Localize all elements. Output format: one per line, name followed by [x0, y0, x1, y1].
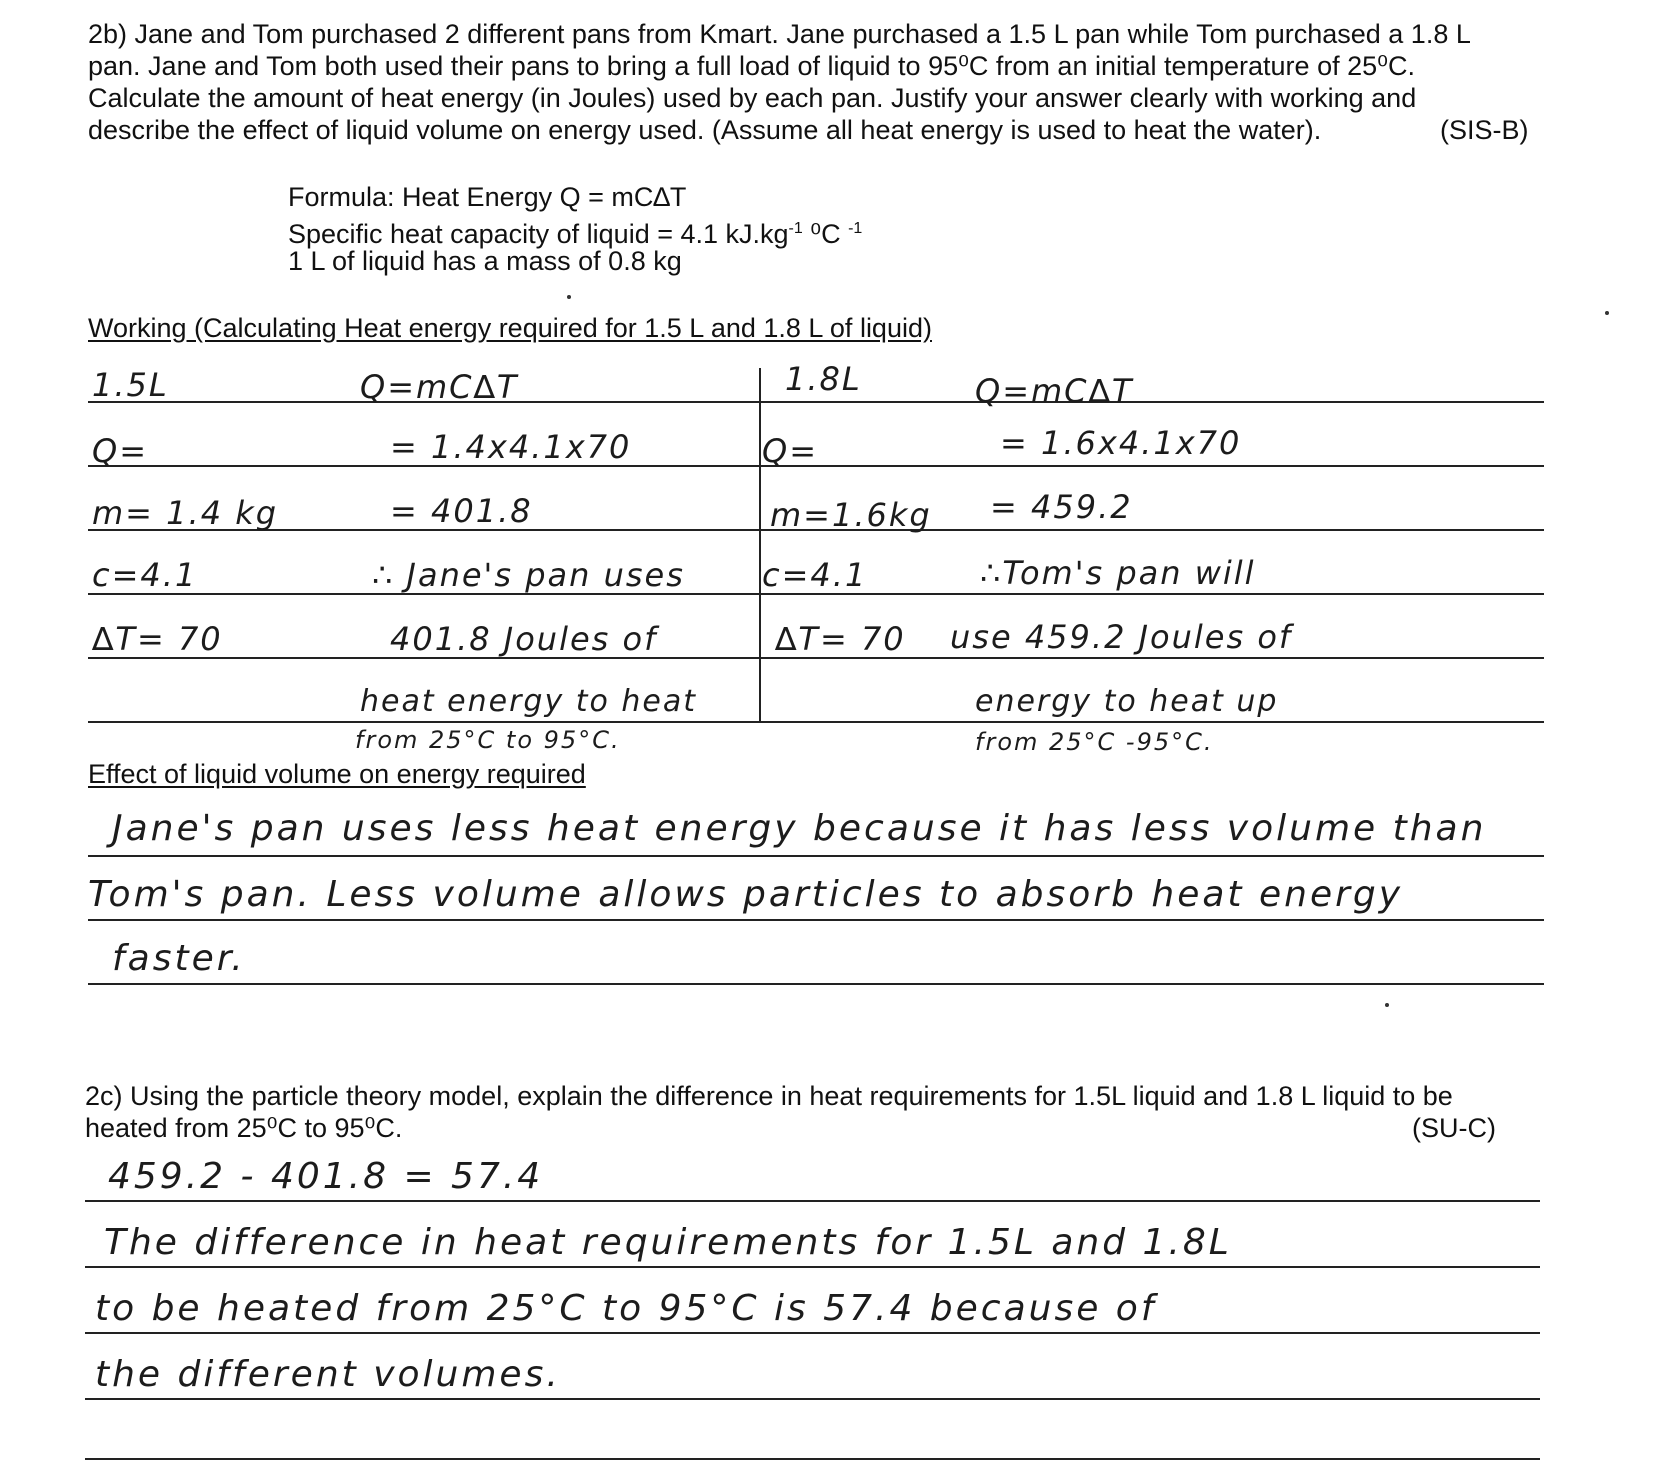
answer-rule	[88, 983, 1544, 985]
left-conclusion-2: 401.8 Joules of	[390, 620, 658, 658]
answer-rule	[85, 1266, 1540, 1268]
specific-heat-text: Specific heat capacity of liquid = 4.1 kJ.kg	[288, 219, 789, 249]
answer-rule	[88, 855, 1544, 857]
right-conclusion-2: use 459.2 Joules of	[950, 618, 1293, 656]
question-2b-line-3: Calculate the amount of heat energy (in Joules) used by each pan. Justify your answer clearly with working and	[88, 83, 1417, 113]
answer-2c-line-3: to be heated from 25°C to 95°C is 57.4 because of	[95, 1288, 1157, 1329]
question-2b-line-4: describe the effect of liquid volume on energy used. (Assume all heat energy is used to heat the water).	[88, 115, 1322, 145]
question-2c-line-1: 2c) Using the particle theory model, explain the difference in heat requirements for 1.5L liquid and 1.8 L liquid to be	[85, 1081, 1453, 1111]
left-mass: m= 1.4 kg	[92, 494, 279, 532]
left-conclusion-4: from 25°C to 95°C.	[355, 726, 621, 754]
stray-mark	[1605, 311, 1609, 315]
right-calculation: = 1.6x4.1x70	[1000, 424, 1242, 462]
right-delta-t: ∆T= 70	[775, 620, 906, 658]
question-2b-line-1: 2b) Jane and Tom purchased 2 different pans from Kmart. Jane purchased a 1.5 L pan while Tom purchased a 1.8 L	[88, 19, 1471, 49]
answer-2c-line-1: 459.2 - 401.8 = 57.4	[108, 1156, 544, 1197]
left-result: = 401.8	[390, 492, 533, 530]
answer-rule	[85, 1458, 1540, 1460]
question-2b-code: (SIS-B)	[1440, 115, 1529, 145]
answer-rule	[88, 919, 1544, 921]
answer-rule	[85, 1332, 1540, 1334]
left-specific-heat: c=4.1	[92, 556, 198, 594]
right-q: Q=	[762, 432, 818, 470]
left-formula: Q=mC∆T	[360, 368, 519, 406]
working-rule	[88, 721, 1544, 723]
effect-answer-line-1: Jane's pan uses less heat energy because it has less volume than	[112, 808, 1487, 849]
right-conclusion-1: ∴Tom's pan will	[980, 554, 1256, 592]
working-rule	[88, 401, 1544, 403]
stray-mark	[567, 295, 571, 299]
question-2c-line-2: heated from 25⁰C to 95⁰C.	[85, 1113, 403, 1143]
working-heading: Working (Calculating Heat energy required for 1.5 L and 1.8 L of liquid)	[88, 313, 932, 343]
left-delta-t: ∆T= 70	[92, 620, 223, 658]
specific-heat-exponent-1: -1	[788, 220, 803, 237]
mass-per-litre-line: 1 L of liquid has a mass of 0.8 kg	[288, 246, 682, 276]
right-result: = 459.2	[990, 488, 1133, 526]
right-specific-heat: c=4.1	[762, 556, 868, 594]
right-volume-label: 1.8L	[785, 360, 862, 398]
left-q: Q=	[92, 432, 148, 470]
answer-rule	[85, 1398, 1540, 1400]
effect-heading: Effect of liquid volume on energy required	[88, 759, 586, 789]
specific-heat-unit: ⁰C	[802, 219, 849, 249]
effect-answer-line-3: faster.	[112, 938, 246, 979]
specific-heat-exponent-2: -1	[848, 220, 863, 237]
right-conclusion-4: from 25°C -95°C.	[975, 728, 1214, 756]
left-volume-label: 1.5L	[92, 366, 169, 404]
stray-mark	[1385, 1003, 1389, 1007]
right-mass: m=1.6kg	[770, 496, 932, 534]
right-formula: Q=mC∆T	[975, 372, 1134, 410]
left-conclusion-3: heat energy to heat	[360, 684, 698, 719]
right-conclusion-3: energy to heat up	[975, 684, 1279, 719]
working-divider	[759, 368, 761, 722]
left-conclusion-1: ∴ Jane's pan uses	[372, 556, 685, 594]
left-calculation: = 1.4x4.1x70	[390, 428, 632, 466]
question-2b-line-2: pan. Jane and Tom both used their pans to bring a full load of liquid to 95⁰C from an initial temperature of 25⁰C.	[88, 51, 1415, 81]
question-2c-code: (SU-C)	[1412, 1113, 1496, 1143]
answer-2c-line-2: The difference in heat requirements for 1.5L and 1.8L	[104, 1222, 1232, 1263]
answer-rule	[85, 1200, 1540, 1202]
answer-2c-line-4: the different volumes.	[95, 1354, 561, 1395]
effect-answer-line-2: Tom's pan. Less volume allows particles to absorb heat energy	[88, 874, 1404, 915]
formula-line: Formula: Heat Energy Q = mC∆T	[288, 182, 687, 212]
